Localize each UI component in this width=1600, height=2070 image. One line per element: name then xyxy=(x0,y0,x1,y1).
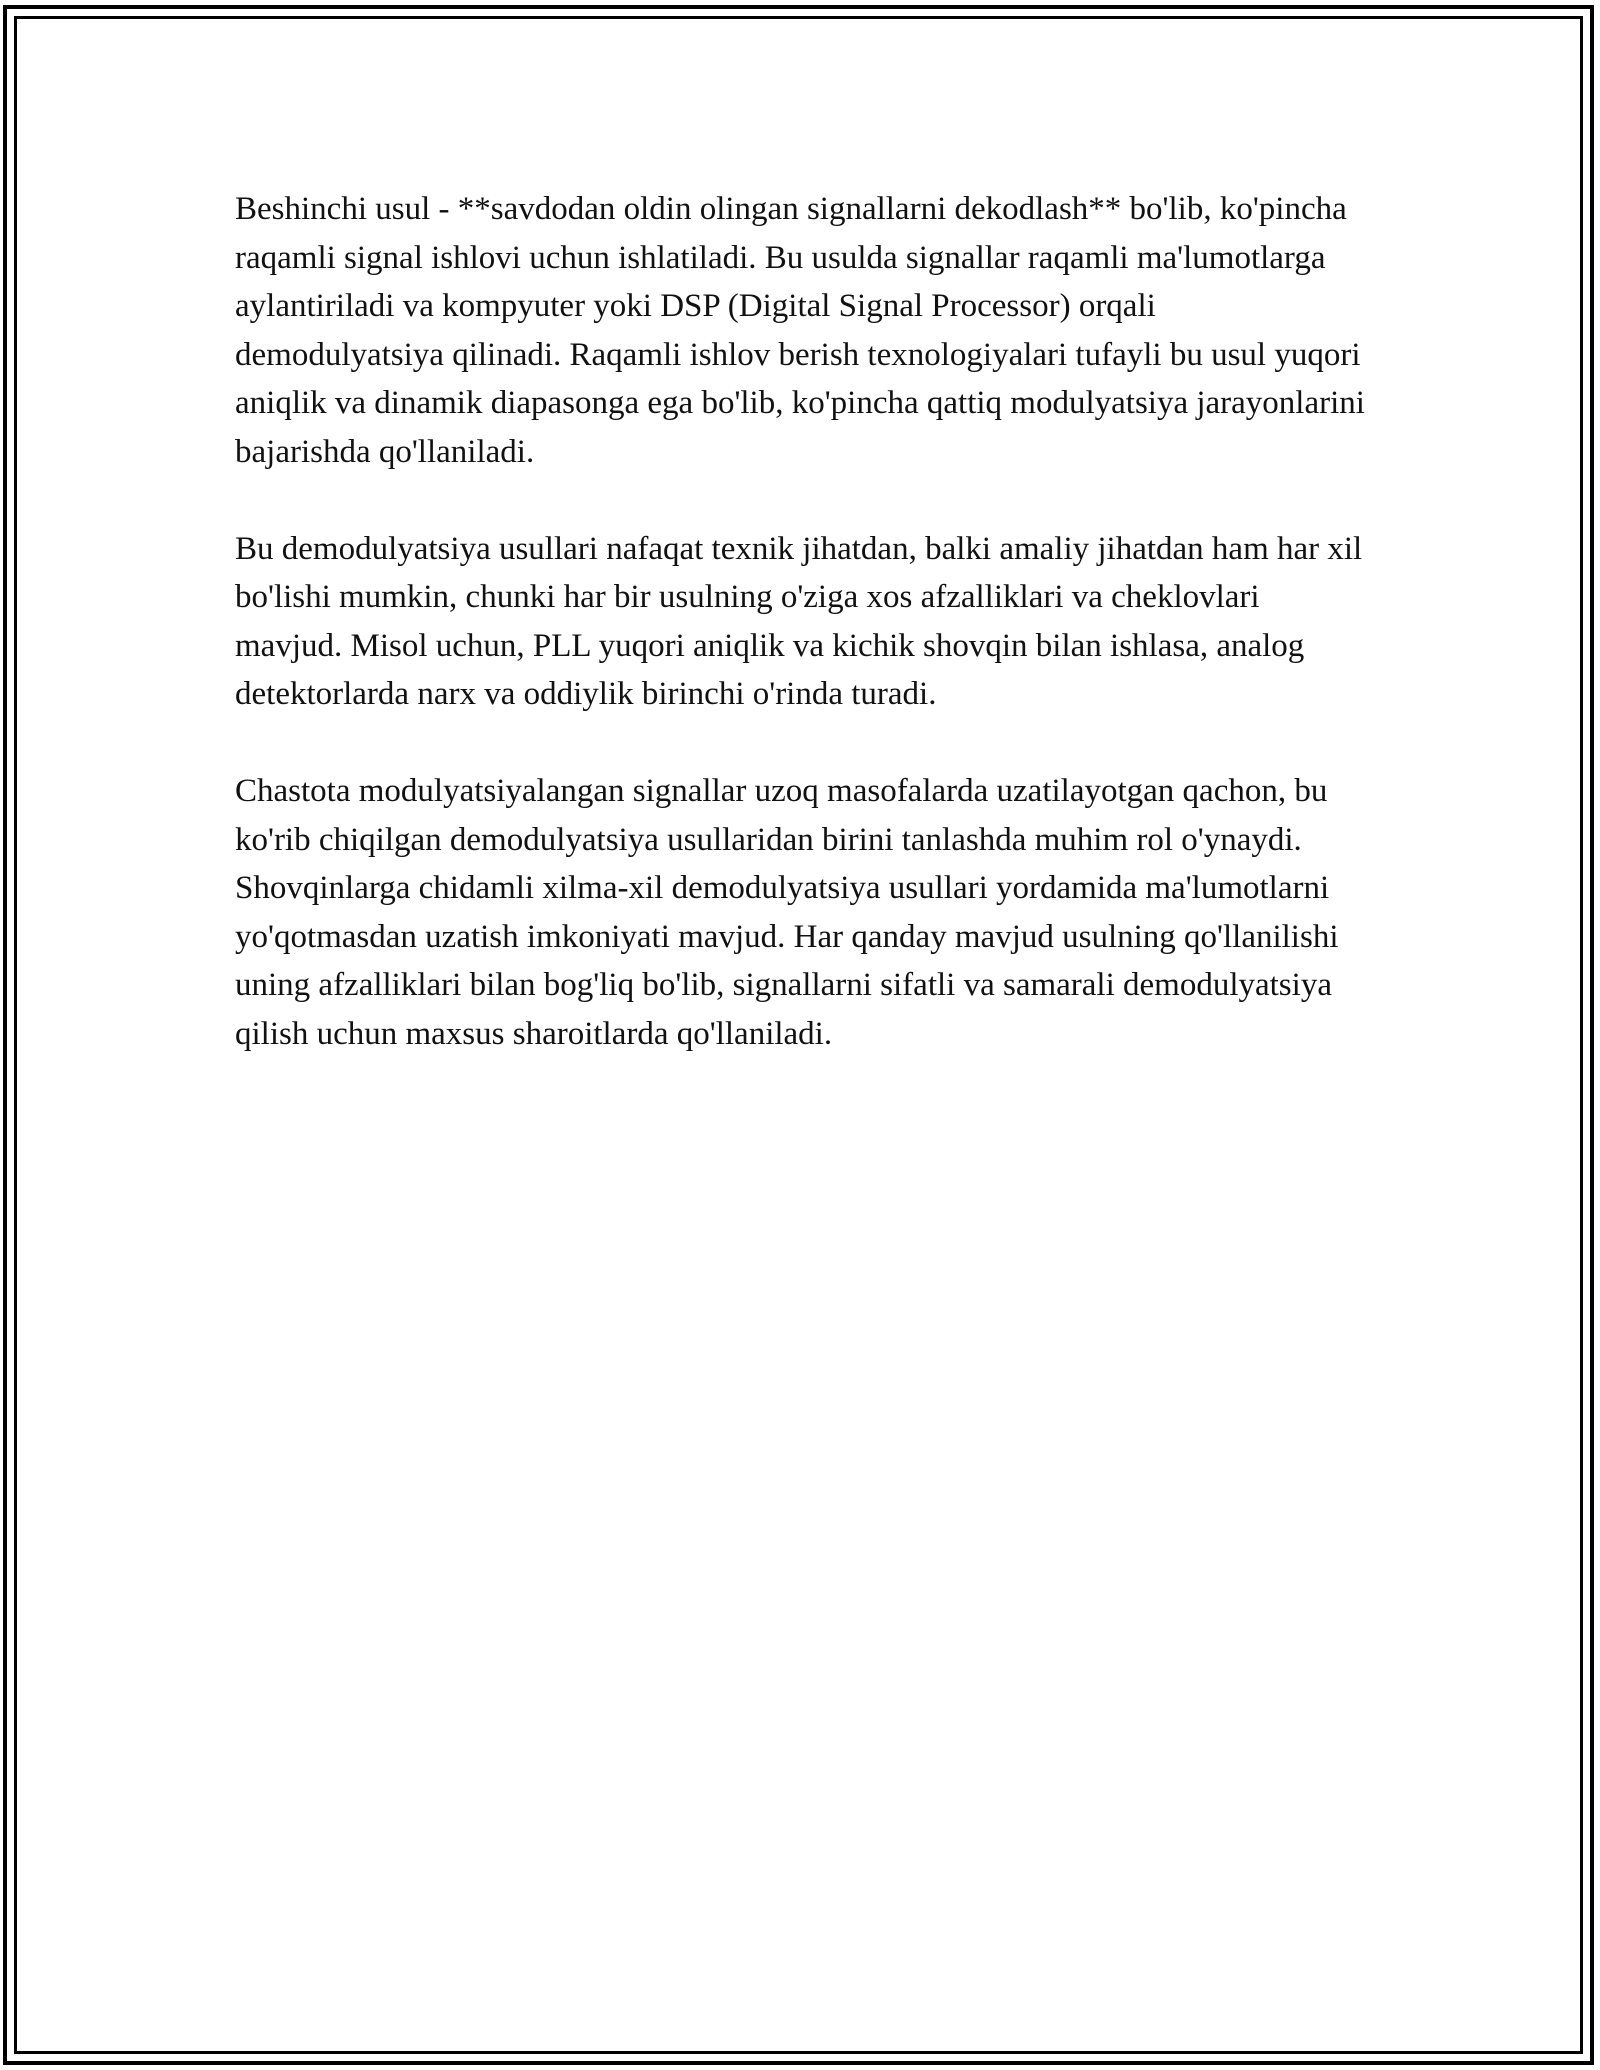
paragraph-1: Beshinchi usul - **savdodan oldin olingan signallarni dekodlash** bo'lib, ko'pincha raqamli signal ishlovi uchun ishlatiladi. Bu usulda signallar raqamli ma'lumotlarga aylantiriladi va kompyuter yoki DSP (Digital Signal Processor) orqali demodulyatsiya qilinadi. Raqamli ishlov berish texnologiyalari tufayli bu usul yuqori aniqlik va dinamik diapasonga ega bo'lib, ko'pincha qattiq modulyatsiya jarayonlarini bajarishda qo'llaniladi. xyxy=(235,191,1365,470)
document-body xyxy=(235,185,1365,1107)
paragraph-3: Chastota modulyatsiyalangan signallar uzoq masofalarda uzatilayotgan qachon, bu ko'rib chiqilgan demodulyatsiya usullaridan birini tanlashda muhim rol o'ynaydi. Shovqinlarga chidamli xilma-xil demodulyatsiya usullari yordamida ma'lumotlarni yo'qotmasdan uzatish imkoniyati mavjud. Har qanday mavjud usulning qo'llanilishi uning afzalliklari bilan bog'liq bo'lib, signallarni sifatli va samarali demodulyatsiya qilish uchun maxsus sharoitlarda qo'llaniladi. xyxy=(235,773,1339,1052)
paragraph-2: Bu demodulyatsiya usullari nafaqat texnik jihatdan, balki amaliy jihatdan ham har xil bo'lishi mumkin, chunki har bir usulning o'ziga xos afzalliklari va cheklovlari mavjud. Misol uchun, PLL yuqori aniqlik va kichik shovqin bilan ishlasa, analog detektorlarda narx va oddiylik birinchi o'rinda turadi. xyxy=(235,530,1363,712)
